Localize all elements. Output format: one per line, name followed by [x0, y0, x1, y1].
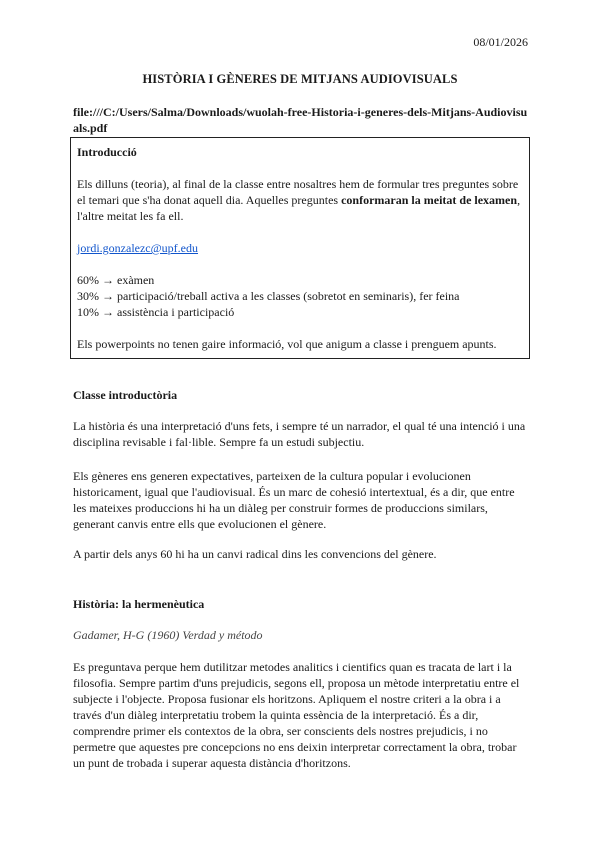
- grading-item-participation: 30% → participació/treball activa a les classes (sobretot en seminaris), fer feina: [77, 289, 460, 303]
- document-title: HISTÒRIA I GÈNERES DE MITJANS AUDIOVISUALS: [142, 72, 458, 86]
- file-path: file:///C:/Users/Salma/Downloads/wuolah-free-Historia-i-generes-dels-Mitjans-Audiovisuals.pdf: [73, 105, 528, 135]
- email-link[interactable]: jordi.gonzalezc@upf.edu: [77, 241, 199, 255]
- intro-text-start: Els dilluns (teoria), al final de la classe entre nosaltres hem de formular tres preguntes sobre el temari que s'ha donat aquell dia. Aquelles preguntes: [77, 177, 519, 207]
- grading-item-exam: 60% → exàmen: [77, 273, 155, 287]
- classe-paragraph-2: Els gèneres ens generen expectatives, parteixen de la cultura popular i evolucionen historicament, igual que l'audiovisual. És un marc de cohesió intertextual, és a dir, que entre les mateixes produccions hi ha un diàleg per construir formes de produccions similars, generant canvis entre ells que evolucionen el gènere.: [73, 469, 515, 531]
- intro-text-end: , l'altre meitat les fa ell.: [77, 193, 521, 223]
- classe-paragraph-1: La història és una interpretació d'uns fets, i sempre té un narrador, el qual té una intenció i una disciplina revisable i fal·lible. Sempre fa un estudi subjectiu.: [73, 419, 526, 449]
- hermeneutica-paragraph: Es preguntava perque hem dutilitzar metodes analitics i cientifics quan es tracata de lart i la filosofia. Sempre partim d'uns prejudicis, segons ell, proposa un mètode interpretatiu entre el subjecte i l'objecte. Proposa fusionar els horitzons. Apliquem el nostre criteri a la obra i a través d'un diàleg interpretatiu trobem la quinta essència de la interpretació. És a dir, comprendre primer els contextos de la obra, ser conscients dels nostres prejudicis, i no permetre que aquestes pre concepcions no ens deixin interpretar correctament la obra, trobar un punt de trobada i superar aquesta distància d'horitzons.: [73, 660, 520, 770]
- intro-paragraph: [77, 176, 523, 224]
- intro-box: [70, 137, 530, 359]
- section-heading-classe: Classe introductòria: [73, 388, 178, 402]
- intro-heading: Introducció: [77, 145, 137, 159]
- grading-item-attendance: 10% → assistència i participació: [77, 305, 235, 319]
- intro-text-bold: conformaran la meitat de lexamen: [341, 193, 518, 207]
- intro-note: Els powerpoints no tenen gaire informació, vol que anigum a classe i prenguem apunts.: [77, 337, 497, 351]
- date-stamp: 08/01/2026: [473, 35, 528, 49]
- section-heading-hermeneutica: Història: la hermenèutica: [73, 597, 205, 611]
- classe-paragraph-3: A partir dels anys 60 hi ha un canvi radical dins les convencions del gènere.: [73, 547, 437, 561]
- reference-citation: Gadamer, H-G (1960) Verdad y método: [73, 628, 263, 642]
